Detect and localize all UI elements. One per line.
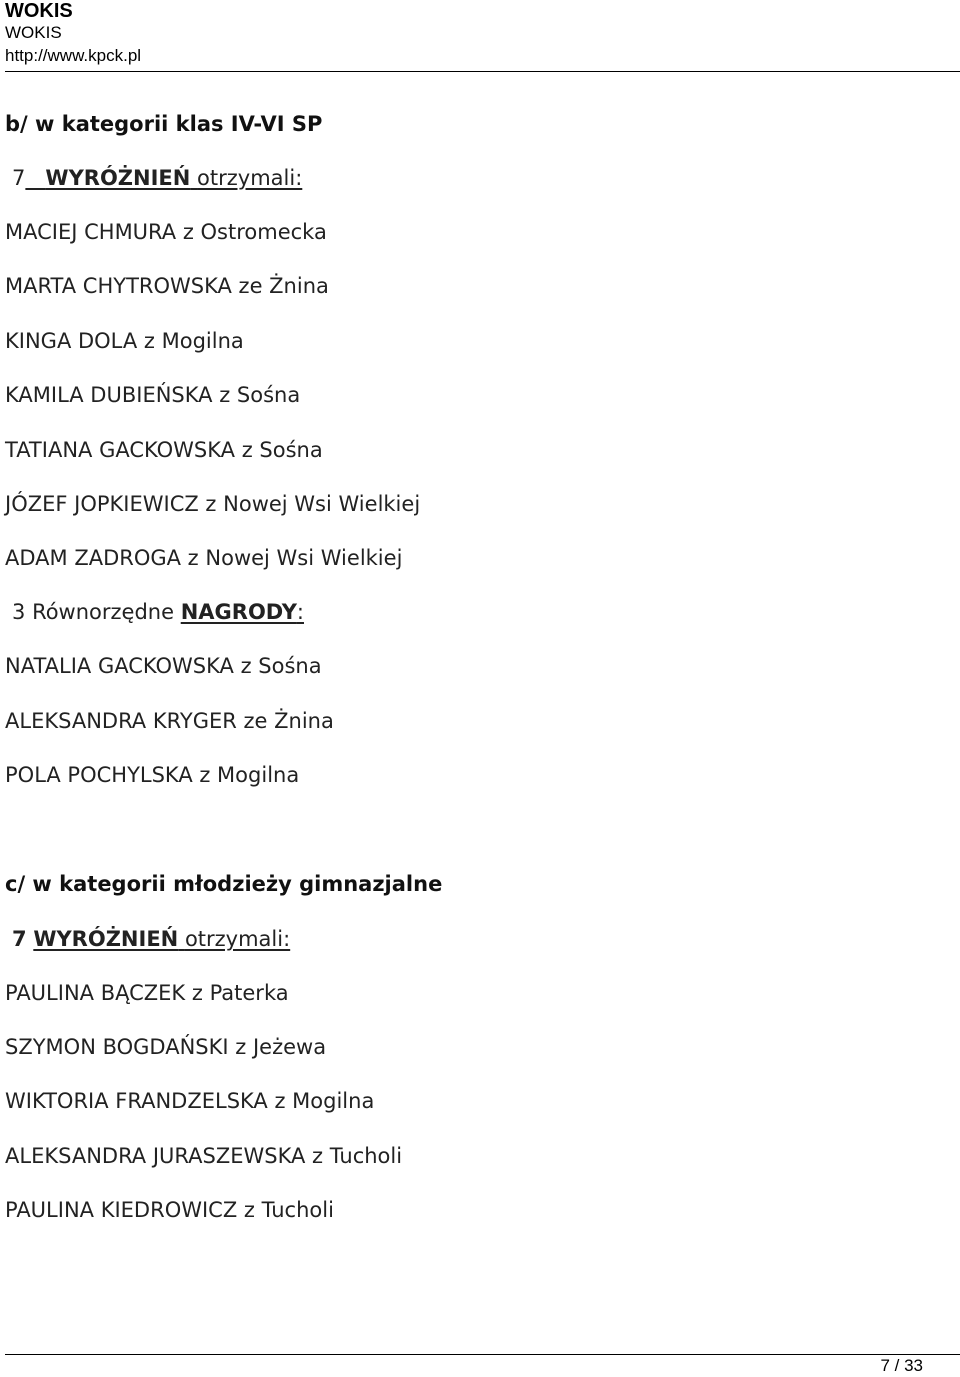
list-item: TATIANA GACKOWSKA z Sośna bbox=[5, 438, 323, 462]
list-item: NATALIA GACKOWSKA z Sośna bbox=[5, 654, 322, 678]
list-item: KINGA DOLA z Mogilna bbox=[5, 329, 244, 353]
page-number: 7 / 33 bbox=[880, 1356, 923, 1375]
footer-divider bbox=[5, 1354, 960, 1355]
prizes-suffix: : bbox=[296, 600, 304, 624]
distinctions-label: WYRÓŻNIEŃ bbox=[33, 927, 179, 951]
prizes-label: NAGRODY bbox=[180, 600, 297, 624]
list-item: ALEKSANDRA KRYGER ze Żnina bbox=[5, 709, 334, 733]
list-item: ALEKSANDRA JURASZEWSKA z Tucholi bbox=[5, 1144, 403, 1168]
prizes-prefix: Równorzędne bbox=[32, 600, 175, 624]
site-title: WOKIS bbox=[5, 0, 73, 22]
list-item: MARTA CHYTROWSKA ze Żnina bbox=[5, 274, 329, 298]
list-item: PAULINA BĄCZEK z Paterka bbox=[5, 981, 289, 1005]
list-item: MACIEJ CHMURA z Ostromecka bbox=[5, 220, 327, 244]
list-item: PAULINA KIEDROWICZ z Tucholi bbox=[5, 1198, 334, 1222]
section-b-heading: b/ w kategorii klas IV-VI SP bbox=[5, 112, 323, 136]
distinctions-label: WYRÓŻNIEŃ bbox=[45, 166, 191, 190]
site-subtitle: WOKIS bbox=[5, 23, 62, 42]
distinctions-suffix: otrzymali: bbox=[184, 927, 291, 951]
list-item: SZYMON BOGDAŃSKI z Jeżewa bbox=[5, 1035, 327, 1059]
distinctions-count: 7 bbox=[12, 166, 26, 190]
list-item: WIKTORIA FRANDZELSKA z Mogilna bbox=[5, 1089, 375, 1113]
prizes-count: 3 bbox=[12, 600, 26, 624]
site-url-link[interactable]: http://www.kpck.pl bbox=[5, 46, 142, 65]
section-b-prizes-line bbox=[12, 599, 304, 625]
section-c-distinctions-line bbox=[12, 926, 290, 952]
header-divider bbox=[5, 71, 960, 72]
list-item: KAMILA DUBIEŃSKA z Sośna bbox=[5, 383, 301, 407]
list-item: ADAM ZADROGA z Nowej Wsi Wielkiej bbox=[5, 546, 403, 570]
list-item: POLA POCHYLSKA z Mogilna bbox=[5, 763, 300, 787]
list-item: JÓZEF JOPKIEWICZ z Nowej Wsi Wielkiej bbox=[5, 492, 421, 516]
distinctions-count: 7 bbox=[12, 927, 27, 951]
section-b-distinctions-line bbox=[12, 165, 302, 191]
distinctions-suffix: otrzymali: bbox=[197, 166, 303, 190]
section-c-heading: c/ w kategorii młodzieży gimnazjalne bbox=[5, 872, 443, 896]
